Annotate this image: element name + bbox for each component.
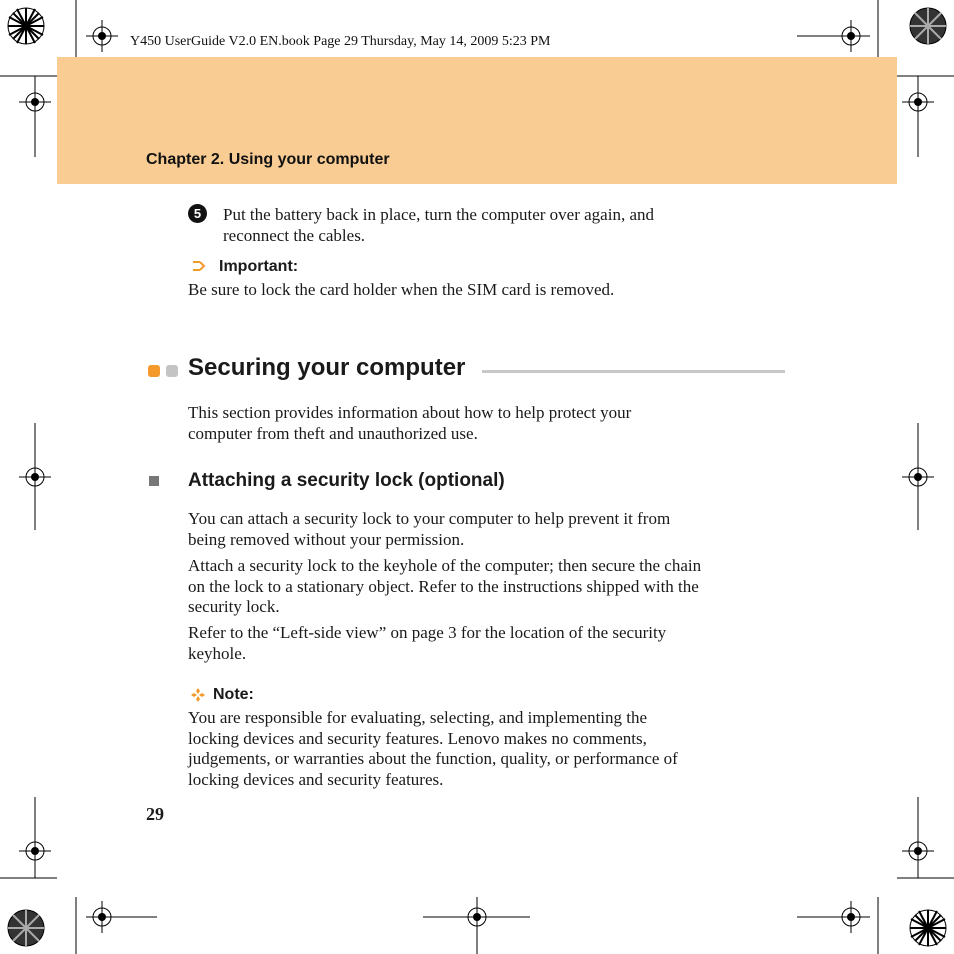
section-title: Securing your computer (188, 354, 466, 381)
paragraph-line: computer from theft and unauthorized use. (188, 423, 478, 443)
paragraph-line: Attach a security lock to the keyhole of the computer; then secure the chain (188, 556, 702, 575)
step-text-line: reconnect the cables. (223, 225, 366, 245)
paragraph-line: judgements, or warranties about the function, quality, or performance of (188, 749, 678, 768)
diamond-icon (190, 687, 206, 703)
orange-square-icon (148, 365, 160, 377)
page-number: 29 (146, 804, 164, 824)
step-text (223, 205, 654, 246)
important-text: Be sure to lock the card holder when the SIM card is removed. (188, 280, 615, 299)
gray-square-icon (166, 365, 178, 377)
section-title-rule (482, 370, 785, 373)
print-slug: Y450 UserGuide V2.0 EN.book Page 29 Thursday, May 14, 2009 5:23 PM (130, 34, 551, 49)
paragraph (188, 623, 666, 664)
paragraph-line: locking devices and security features. Lenovo makes no comments, (188, 728, 647, 748)
note-label: Note: (213, 686, 254, 703)
paragraph-line: being removed without your permission. (188, 529, 465, 549)
important-label: Important: (219, 258, 299, 275)
paragraph-line: locking devices and security features. (188, 769, 444, 789)
arrow-icon (190, 258, 206, 274)
step-number-badge: 5 (188, 204, 207, 223)
paragraph (188, 509, 670, 550)
paragraph-line: You can attach a security lock to your computer to help prevent it from (188, 509, 671, 528)
paragraph-line: Refer to the “Left-side view” on page 3 for the location of the security (188, 623, 667, 642)
paragraph-line: This section provides information about how to help protect your (188, 403, 632, 422)
paragraph-line: on the lock to a stationary object. Refer to the instructions shipped with the (188, 576, 699, 596)
paragraph-line: You are responsible for evaluating, selecting, and implementing the (188, 708, 648, 727)
subsection-title: Attaching a security lock (optional) (188, 470, 505, 491)
section-intro (188, 403, 631, 444)
chapter-title: Chapter 2. Using your computer (146, 151, 390, 168)
square-bullet-icon (149, 476, 159, 486)
paragraph (188, 556, 701, 618)
note-text (188, 708, 678, 790)
step-text-line: Put the battery back in place, turn the computer over again, and (223, 205, 654, 224)
paragraph-line: security lock. (188, 597, 280, 616)
paragraph-line: keyhole. (188, 643, 247, 663)
